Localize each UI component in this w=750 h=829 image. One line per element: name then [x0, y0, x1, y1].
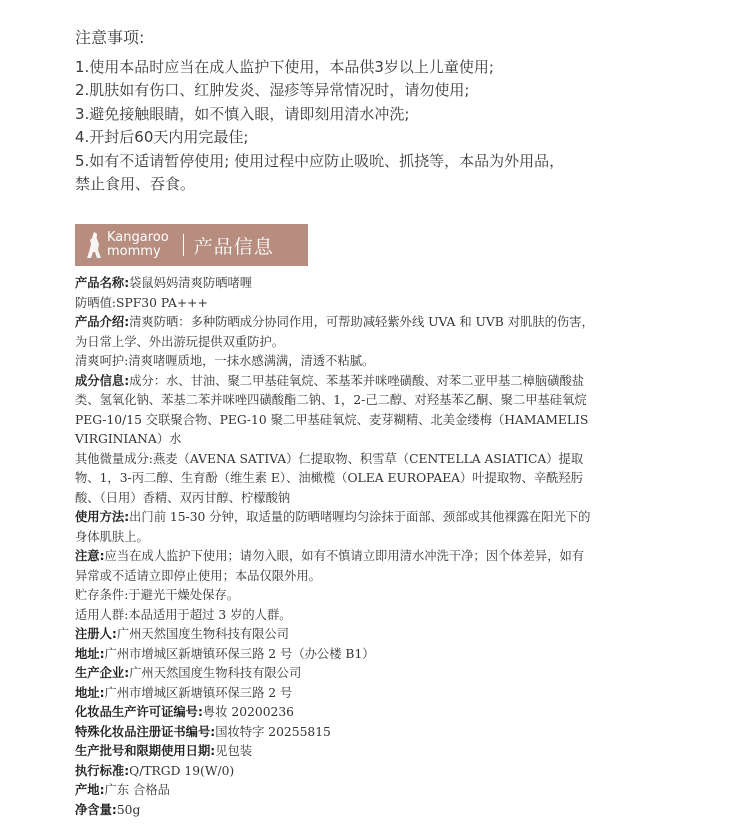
info-value: 于避光干燥处保存。	[128, 588, 240, 602]
info-value: 本品适用于超过 3 岁的人群。	[128, 607, 292, 622]
info-value: 广州市增城区新塘镇环保三路 2 号（办公楼 B1）	[104, 646, 375, 661]
info-value: 50g	[116, 802, 141, 817]
notice-title: 注意事项:	[75, 28, 145, 47]
info-row	[75, 508, 595, 547]
info-value: 燕麦（AVENA SATIVA）仁提取物、积雪草（CENTELLA ASIATICA）提取物、1，3-丙二醇、生育酚（维生素 E）、油橄榄（OLEA EUROPAEA）叶提取物、辛酰羟肟酸、（日用）香精、双丙甘醇、柠檬酸钠	[75, 451, 584, 505]
section-title: 产品信息	[193, 235, 274, 258]
notice-section	[75, 28, 715, 196]
info-label: 特殊化妆品注册证书编号:	[75, 724, 216, 739]
info-row	[75, 801, 595, 821]
info-value: 粤妆 20200236	[202, 705, 294, 719]
info-row	[75, 372, 595, 450]
notice-item: 5.如有不适请暂停使用; 使用过程中应防止吸吮、抓挠等，本品为外用品，	[75, 151, 565, 170]
info-row	[75, 450, 595, 509]
product-info-list	[75, 274, 595, 820]
notice-item: 禁止食用、吞食。	[75, 175, 196, 194]
info-label: 产品介绍:	[75, 315, 130, 329]
info-row	[75, 781, 595, 801]
info-label: 执行标准:	[75, 763, 130, 778]
info-label: 产品名称:	[75, 276, 130, 290]
info-value: 清爽啫喱质地，一抹水感满满，清透不粘腻。	[128, 354, 375, 368]
info-row	[75, 606, 595, 626]
info-label: 生产企业:	[75, 666, 130, 680]
notice-item: 2.肌肤如有伤口、红肿发炎、湿疹等异常情况时，请勿使用;	[75, 81, 470, 100]
info-label: 注册人:	[75, 627, 117, 641]
info-value: Q/TRGD 19(W/0)	[129, 763, 235, 778]
info-row	[75, 664, 595, 684]
info-value: 清爽防晒：多种防晒成分协同作用，可帮助减轻紫外线 UVA 和 UVB 对肌肤的伤害，为日常上学、外出游玩提供双重防护。	[75, 315, 594, 349]
info-label: 清爽呵护:	[75, 354, 129, 368]
info-label: 净含量:	[75, 802, 117, 817]
info-row	[75, 294, 595, 314]
info-value: 国妆特字 20255815	[215, 724, 331, 739]
info-row	[75, 586, 595, 606]
info-label: 贮存条件:	[75, 588, 129, 602]
info-value: SPF30 PA+++	[116, 295, 208, 310]
info-label: 地址:	[75, 685, 105, 700]
info-value: 广州天然国度生物科技有限公司	[129, 666, 302, 680]
info-label: 其他微量成分:	[75, 451, 153, 466]
info-value: 广州天然国度生物科技有限公司	[116, 627, 289, 641]
info-label: 生产批号和限期使用日期:	[75, 744, 216, 758]
brand-logo	[75, 230, 169, 260]
brand-name-line2: mommy	[107, 244, 161, 259]
info-value: 出门前 15-30 分钟，取适量的防晒啫喱均匀涂抹于面部、颈部或其他裸露在阳光下的身体肌肤上。	[75, 510, 591, 544]
info-row	[75, 684, 595, 704]
info-value: 见包装	[215, 744, 253, 758]
info-label: 适用人群:	[75, 607, 129, 622]
info-value: 成分：水、甘油、聚二甲基硅氧烷、苯基苯并咪唑磺酸、对苯二亚甲基二樟脑磺酸盐类、氢氧化钠、苯基二苯并咪唑四磺酸酯二钠、1，2-己二醇、对羟基苯乙酮、聚二甲基硅氧烷 PEG-10/15 交联聚合物、PEG-10 聚二甲基硅氧烷、麦芽糊精、北美金缕梅（HAMAMELIS VIRGINIANA）水	[75, 373, 589, 446]
info-row	[75, 703, 595, 723]
info-row	[75, 313, 595, 352]
info-row	[75, 547, 595, 586]
info-label: 成分信息:	[75, 373, 130, 388]
info-value: 广东 合格品	[104, 783, 170, 797]
brand-divider	[183, 234, 184, 256]
notice-item: 4.开封后60天内用完最佳;	[75, 128, 249, 147]
info-row	[75, 352, 595, 372]
info-row	[75, 742, 595, 762]
info-value: 袋鼠妈妈清爽防晒啫喱	[129, 276, 253, 290]
info-label: 化妆品生产许可证编号:	[75, 705, 203, 719]
info-row	[75, 625, 595, 645]
notice-item: 3.避免接触眼睛，如不慎入眼，请即刻用清水冲洗;	[75, 104, 410, 123]
brand-banner	[75, 224, 308, 266]
info-label: 防晒值:	[75, 295, 117, 310]
info-row	[75, 274, 595, 294]
info-value: 广州市增城区新塘镇环保三路 2 号	[104, 685, 293, 700]
brand-name	[107, 231, 169, 259]
info-value: 应当在成人监护下使用；请勿入眼，如有不慎请立即用清水冲洗干净；因个体差异，如有异常或不适请立即停止使用；本品仅限外用。	[75, 549, 585, 583]
info-label: 地址:	[75, 646, 105, 661]
brand-name-line1: Kangaroo	[107, 230, 169, 245]
info-row	[75, 762, 595, 782]
info-label: 使用方法:	[75, 510, 130, 524]
info-row	[75, 645, 595, 665]
kangaroo-icon	[85, 230, 103, 260]
info-label: 产地:	[75, 783, 105, 797]
notice-item: 1.使用本品时应当在成人监护下使用，本品供3岁以上儿童使用;	[75, 58, 494, 76]
info-row	[75, 723, 595, 743]
info-label: 注意:	[75, 549, 105, 563]
